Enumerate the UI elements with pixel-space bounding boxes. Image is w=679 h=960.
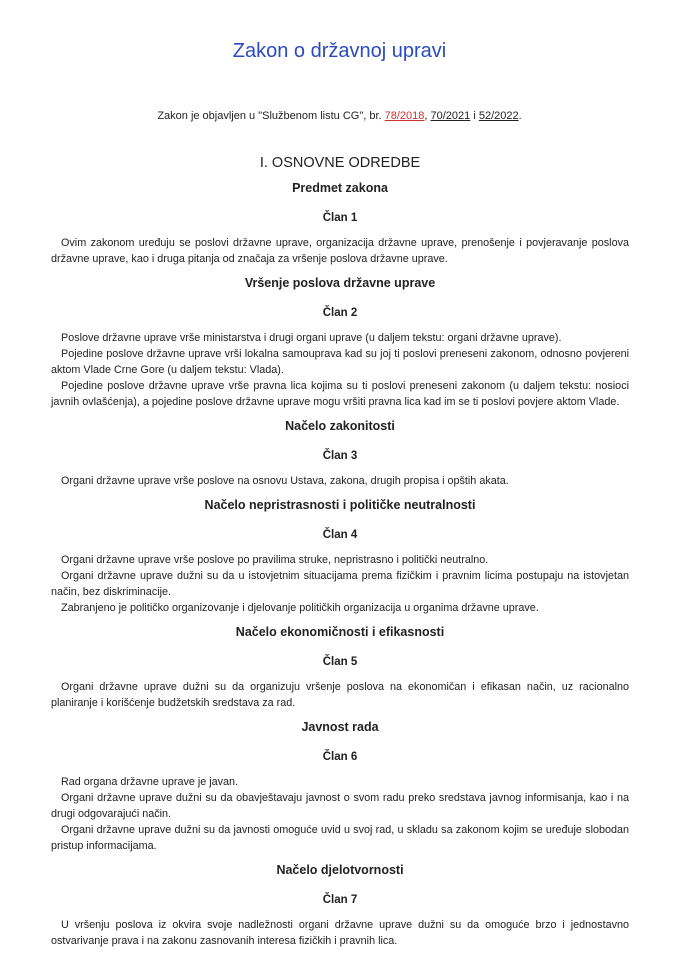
article-number: Član 4 xyxy=(322,529,358,541)
article xyxy=(51,275,629,410)
article-number: Član 5 xyxy=(322,656,358,668)
section-heading: I. OSNOVNE ODREDBE xyxy=(259,155,421,171)
article-paragraph: U vršenju poslova iz okvira svoje nadležnosti organi državne uprave dužni su da omoguće brzo i jednostavno ostvarivanje prava i na zakonu zasnovanih interesa fizičkih i pravnih lica. xyxy=(51,919,629,947)
document-body xyxy=(51,155,629,957)
gazette-link-2018[interactable]: 78/2018 xyxy=(384,110,425,122)
article xyxy=(51,719,629,854)
article-heading: Načelo djelotvornosti xyxy=(276,863,404,877)
article-paragraph: Organi državne uprave vrše poslove na osnovu Ustava, zakona, drugih propisa i opštih akata. xyxy=(61,475,509,487)
gazette-link-2021[interactable]: 70/2021 xyxy=(430,110,471,122)
article-paragraph: Organi državne uprave dužni su da organizuju vršenje poslova na ekonomičan i efikasan način, uz racionalno planiranje i korišćenje budžetskih sredstava za rad. xyxy=(51,681,629,709)
gazette-link-2022[interactable]: 52/2022 xyxy=(478,110,519,122)
article-paragraph: Ovim zakonom uređuju se poslovi državne uprave, organizacija državne uprave, prenošenje i povjeravanje poslova državne uprave, kao i druga pitanja od značaja za vršenje poslova državne uprave. xyxy=(51,237,629,265)
document-title: Zakon o državnoj upravi xyxy=(232,40,447,62)
article xyxy=(51,180,629,267)
article-heading: Načelo ekonomičnosti i efikasnosti xyxy=(235,625,445,639)
article-heading: Predmet zakona xyxy=(292,181,388,195)
article-paragraph: Pojedine poslove državne uprave vrši lokalna samouprava kad su joj ti poslovi preneseni zakonom, odnosno povjereni aktom Vlade Crne Gore (u daljem tekstu: Vlada). xyxy=(51,348,629,376)
article-paragraph: Rad organa državne uprave je javan. xyxy=(61,776,239,788)
article-number: Član 7 xyxy=(322,894,358,906)
article-heading: Načelo nepristrasnosti i političke neutralnosti xyxy=(204,498,476,512)
article-paragraph: Organi državne uprave vrše poslove po pravilima struke, nepristrasno i politički neutralno. xyxy=(61,554,489,566)
article-number: Član 1 xyxy=(322,212,358,224)
article xyxy=(51,497,629,616)
articles-list xyxy=(51,180,629,949)
separator: , xyxy=(424,110,431,122)
separator: i xyxy=(470,110,479,122)
separator: . xyxy=(518,110,522,122)
article-paragraph: Organi državne uprave dužni su da obavještavaju javnost o svom radu preko sredstava javnog informisanja, kao i na drugi odgovarajući način. xyxy=(51,792,629,820)
article-paragraph: Organi državne uprave dužni su da javnosti omoguće uvid u svoj rad, u skladu sa zakonom kojim se uređuje slobodan pristup informacijama. xyxy=(51,824,629,852)
article-paragraph: Zabranjeno je političko organizovanje i djelovanje političkih organizacija u organima državne uprave. xyxy=(61,602,539,614)
article-number: Član 3 xyxy=(322,450,358,462)
article-paragraph: Poslove državne uprave vrše ministarstva i drugi organi uprave (u daljem tekstu: organi državne uprave). xyxy=(61,332,562,344)
article xyxy=(51,862,629,949)
article-number: Član 2 xyxy=(322,307,358,319)
article-paragraph: Organi državne uprave dužni su da u istovjetnim situacijama prema fizičkim i pravnim licima postupaju na istovjetan način, bez diskriminacije. xyxy=(51,570,629,598)
article-heading: Načelo zakonitosti xyxy=(285,419,395,433)
article-number: Član 6 xyxy=(322,751,358,763)
article xyxy=(51,418,629,489)
article-paragraph: Pojedine poslove državne uprave vrše pravna lica kojima su ti poslovi preneseni zakonom (u daljem tekstu: nosioci javnih ovlašćenja), a pojedine poslove državne uprave mogu vršiti pravna lica kad im se ti poslovi povjere aktom Vlade. xyxy=(51,380,629,408)
publication-prefix: Zakon je objavljen u "Službenom listu CG", br. xyxy=(157,110,385,122)
article xyxy=(51,624,629,711)
article-heading: Vršenje poslova državne uprave xyxy=(244,276,436,290)
article-heading: Javnost rada xyxy=(301,720,379,734)
publication-note xyxy=(0,110,679,122)
